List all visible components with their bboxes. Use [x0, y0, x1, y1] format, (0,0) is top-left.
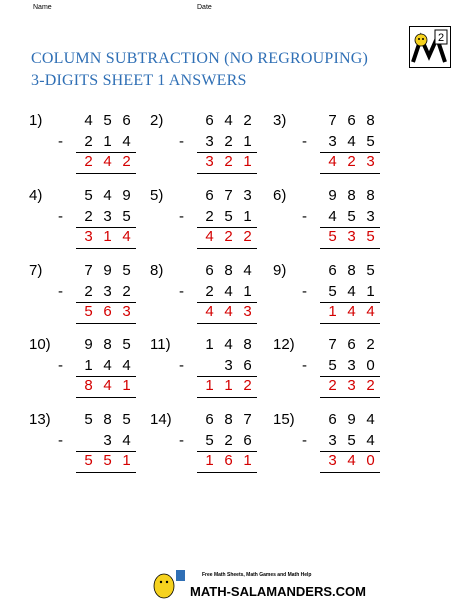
problem-number: 2) [150, 112, 164, 129]
subtrahend-digit: 2 [224, 133, 233, 150]
answer-line-bottom [320, 323, 380, 324]
minuend-digit: 7 [84, 262, 93, 279]
subtrahend-digit: 5 [366, 133, 375, 150]
problem-number: 4) [29, 187, 43, 204]
subtrahend-digits [72, 208, 136, 225]
worksheet-title: COLUMN SUBTRACTION (NO REGROUPING) [31, 50, 369, 67]
subtrahend-digits [72, 133, 136, 150]
answer-digit: 4 [103, 153, 112, 170]
answer-digit: 2 [243, 228, 252, 245]
subtrahend-digit: 3 [366, 208, 375, 225]
minuend-digit: 5 [122, 411, 131, 428]
answer-line-top [320, 302, 380, 303]
subtrahend-digit: 5 [328, 357, 337, 374]
answer-digit: 4 [347, 303, 356, 320]
minus-sign: - [179, 432, 184, 449]
answer-digits [72, 377, 136, 394]
subtrahend-digit: 3 [103, 208, 112, 225]
subtrahend-digit: 2 [224, 432, 233, 449]
minuend-digits [193, 336, 257, 353]
minuend-digits [316, 411, 380, 428]
minuend-digit: 8 [347, 262, 356, 279]
answer-line-bottom [76, 397, 136, 398]
answer-digit: 3 [122, 303, 131, 320]
problem-number: 11) [150, 336, 171, 353]
problem-6 [273, 187, 423, 247]
answer-digit: 1 [224, 377, 233, 394]
answer-digit: 1 [205, 377, 214, 394]
subtrahend-digits [72, 432, 136, 449]
subtrahend-digits [193, 357, 257, 374]
answer-line-top [76, 376, 136, 377]
minuend-digit: 6 [205, 262, 214, 279]
minuend-digit: 5 [84, 187, 93, 204]
minuend-digit: 4 [103, 187, 112, 204]
minuend-digit: 9 [328, 187, 337, 204]
answer-digits [316, 228, 380, 245]
minuend-digit: 6 [205, 112, 214, 129]
answer-digits [193, 452, 257, 469]
answer-digit: 5 [366, 228, 375, 245]
minuend-digit: 6 [328, 411, 337, 428]
subtrahend-digit: 3 [328, 133, 337, 150]
subtrahend-digit: 1 [243, 208, 252, 225]
problem-number: 13) [29, 411, 51, 428]
answer-line-bottom [197, 248, 257, 249]
worksheet-subtitle: 3-DIGITS SHEET 1 ANSWERS [31, 72, 247, 89]
problem-number: 12) [273, 336, 295, 353]
answer-digit: 2 [84, 153, 93, 170]
subtrahend-digit: 1 [366, 283, 375, 300]
minuend-digits [72, 262, 136, 279]
minus-sign: - [302, 208, 307, 225]
minuend-digits [193, 411, 257, 428]
subtrahend-digit: 5 [205, 432, 214, 449]
answer-line-top [320, 376, 380, 377]
problem-number: 10) [29, 336, 51, 353]
subtrahend-digit: 5 [224, 208, 233, 225]
answer-line-top [76, 227, 136, 228]
minuend-digits [193, 112, 257, 129]
minuend-digit: 8 [224, 411, 233, 428]
minus-sign: - [302, 133, 307, 150]
subtrahend-digit: 3 [328, 432, 337, 449]
answer-digits [316, 452, 380, 469]
answer-digit: 3 [366, 153, 375, 170]
minuend-digit: 9 [103, 262, 112, 279]
answer-digit: 2 [347, 153, 356, 170]
answer-line-top [76, 152, 136, 153]
minuend-digits [193, 187, 257, 204]
answer-line-top [197, 302, 257, 303]
subtrahend-digit: 2 [122, 283, 131, 300]
answer-digit: 4 [103, 377, 112, 394]
problem-9 [273, 262, 423, 322]
minuend-digit: 7 [243, 411, 252, 428]
answer-digit: 2 [243, 377, 252, 394]
answer-digit: 4 [366, 303, 375, 320]
minus-sign: - [179, 357, 184, 374]
answer-digit: 3 [84, 228, 93, 245]
answer-digit: 6 [103, 303, 112, 320]
problem-12 [273, 336, 423, 396]
subtrahend-digit: 3 [224, 357, 233, 374]
subtrahend-digit: 5 [122, 208, 131, 225]
minuend-digit: 6 [328, 262, 337, 279]
minuend-digit: 4 [224, 112, 233, 129]
minuend-digit: 1 [205, 336, 214, 353]
problem-number: 5) [150, 187, 164, 204]
answer-digits [193, 303, 257, 320]
answer-digit: 1 [243, 452, 252, 469]
answer-digit: 1 [122, 377, 131, 394]
problem-number: 1) [29, 112, 43, 129]
answer-line-top [320, 152, 380, 153]
answer-digit: 8 [84, 377, 93, 394]
minuend-digits [316, 187, 380, 204]
subtrahend-digit: 4 [122, 432, 131, 449]
answer-digit: 2 [122, 153, 131, 170]
minuend-digits [316, 262, 380, 279]
minus-sign: - [302, 283, 307, 300]
minuend-digit: 9 [84, 336, 93, 353]
answer-digit: 3 [243, 303, 252, 320]
name-label: Name [33, 4, 52, 11]
logo-digit: 2 [437, 32, 445, 44]
minuend-digit: 7 [328, 112, 337, 129]
subtrahend-digit: 4 [224, 283, 233, 300]
answer-digit: 3 [328, 452, 337, 469]
answer-line-top [76, 451, 136, 452]
answer-digit: 5 [328, 228, 337, 245]
subtrahend-digits [193, 133, 257, 150]
subtrahend-digit: 4 [122, 133, 131, 150]
problem-number: 15) [273, 411, 295, 428]
subtrahend-digit: 4 [366, 432, 375, 449]
subtrahend-digit: 3 [103, 432, 112, 449]
minuend-digit: 8 [366, 112, 375, 129]
answer-line-bottom [320, 248, 380, 249]
answer-digits [316, 303, 380, 320]
answer-digit: 4 [224, 303, 233, 320]
answer-line-bottom [76, 248, 136, 249]
answer-digits [72, 228, 136, 245]
subtrahend-digit: 0 [366, 357, 375, 374]
minus-sign: - [179, 133, 184, 150]
subtrahend-digit: 5 [328, 283, 337, 300]
minuend-digit: 7 [328, 336, 337, 353]
answer-line-top [320, 451, 380, 452]
minuend-digit: 8 [366, 187, 375, 204]
minuend-digit: 4 [243, 262, 252, 279]
answer-digits [72, 153, 136, 170]
math-salamanders-logo-icon [409, 26, 451, 68]
answer-line-bottom [197, 397, 257, 398]
minuend-digit: 8 [103, 336, 112, 353]
answer-digit: 2 [366, 377, 375, 394]
answer-digits [72, 303, 136, 320]
subtrahend-digit: 4 [328, 208, 337, 225]
answer-digit: 2 [224, 153, 233, 170]
answer-digit: 4 [328, 153, 337, 170]
subtrahend-digit: 4 [347, 133, 356, 150]
subtrahend-digit: 1 [243, 283, 252, 300]
minuend-digit: 5 [366, 262, 375, 279]
minuend-digit: 4 [366, 411, 375, 428]
answer-line-top [197, 376, 257, 377]
minuend-digit: 9 [122, 187, 131, 204]
answer-digit: 2 [224, 228, 233, 245]
subtrahend-digit: 2 [205, 208, 214, 225]
answer-digit: 1 [243, 153, 252, 170]
minuend-digit: 5 [122, 262, 131, 279]
answer-digit: 3 [347, 228, 356, 245]
minuend-digit: 5 [122, 336, 131, 353]
minus-sign: - [58, 283, 63, 300]
problem-number: 6) [273, 187, 287, 204]
answer-line-bottom [197, 323, 257, 324]
footer-tagline: Free Math Sheets, Math Games and Math Help [202, 572, 312, 578]
answer-digit: 5 [103, 452, 112, 469]
answer-line-bottom [320, 173, 380, 174]
minuend-digit: 2 [366, 336, 375, 353]
answer-digit: 0 [366, 452, 375, 469]
answer-line-top [76, 302, 136, 303]
minuend-digits [316, 112, 380, 129]
minuend-digit: 2 [243, 112, 252, 129]
minus-sign: - [58, 357, 63, 374]
answer-line-top [197, 152, 257, 153]
answer-digits [193, 228, 257, 245]
subtrahend-digits [193, 283, 257, 300]
answer-digit: 1 [205, 452, 214, 469]
minus-sign: - [179, 208, 184, 225]
subtrahend-digits [316, 357, 380, 374]
subtrahend-digits [316, 283, 380, 300]
minuend-digits [72, 112, 136, 129]
minuend-digit: 6 [122, 112, 131, 129]
minuend-digit: 6 [205, 187, 214, 204]
minuend-digit: 4 [84, 112, 93, 129]
subtrahend-digit: 2 [84, 208, 93, 225]
subtrahend-digit [79, 432, 98, 449]
minuend-digit: 4 [224, 336, 233, 353]
answer-line-bottom [320, 472, 380, 473]
subtrahend-digit: 4 [347, 283, 356, 300]
answer-digits [316, 153, 380, 170]
minus-sign: - [58, 133, 63, 150]
subtrahend-digit: 3 [205, 133, 214, 150]
subtrahend-digit: 5 [347, 208, 356, 225]
answer-digit: 4 [347, 452, 356, 469]
problem-number: 7) [29, 262, 43, 279]
problem-number: 14) [150, 411, 172, 428]
answer-line-bottom [76, 173, 136, 174]
minuend-digit: 8 [243, 336, 252, 353]
minus-sign: - [58, 208, 63, 225]
problem-3 [273, 112, 423, 172]
footer-brand: MATH-SALAMANDERS.COM [190, 584, 366, 599]
subtrahend-digit: 4 [103, 357, 112, 374]
answer-line-bottom [197, 173, 257, 174]
subtrahend-digit [200, 357, 219, 374]
subtrahend-digits [72, 357, 136, 374]
minuend-digit: 6 [347, 112, 356, 129]
answer-line-bottom [320, 397, 380, 398]
answer-digits [72, 452, 136, 469]
answer-line-bottom [197, 472, 257, 473]
answer-digit: 2 [328, 377, 337, 394]
subtrahend-digit: 3 [103, 283, 112, 300]
minuend-digit: 6 [347, 336, 356, 353]
answer-digit: 5 [84, 452, 93, 469]
minuend-digit: 9 [347, 411, 356, 428]
problem-number: 8) [150, 262, 164, 279]
answer-line-bottom [76, 472, 136, 473]
answer-digit: 3 [205, 153, 214, 170]
subtrahend-digits [193, 208, 257, 225]
minus-sign: - [179, 283, 184, 300]
minuend-digits [316, 336, 380, 353]
minuend-digits [193, 262, 257, 279]
minuend-digit: 8 [347, 187, 356, 204]
answer-digit: 4 [205, 228, 214, 245]
problem-number: 9) [273, 262, 287, 279]
minuend-digit: 8 [224, 262, 233, 279]
subtrahend-digit: 2 [205, 283, 214, 300]
subtrahend-digits [72, 283, 136, 300]
subtrahend-digit: 6 [243, 357, 252, 374]
answer-line-top [320, 227, 380, 228]
subtrahend-digit: 1 [243, 133, 252, 150]
subtrahend-digit: 3 [347, 357, 356, 374]
answer-digits [316, 377, 380, 394]
minuend-digit: 5 [103, 112, 112, 129]
minus-sign: - [302, 357, 307, 374]
minuend-digit: 3 [243, 187, 252, 204]
answer-digits [193, 377, 257, 394]
problem-15 [273, 411, 423, 471]
minus-sign: - [302, 432, 307, 449]
subtrahend-digits [316, 432, 380, 449]
subtrahend-digit: 4 [122, 357, 131, 374]
minuend-digit: 8 [103, 411, 112, 428]
answer-digit: 1 [103, 228, 112, 245]
minuend-digits [72, 336, 136, 353]
answer-line-top [197, 227, 257, 228]
minuend-digit: 5 [84, 411, 93, 428]
minuend-digits [72, 411, 136, 428]
answer-line-bottom [76, 323, 136, 324]
minuend-digits [72, 187, 136, 204]
subtrahend-digits [193, 432, 257, 449]
answer-digit: 1 [122, 452, 131, 469]
subtrahend-digit: 1 [103, 133, 112, 150]
subtrahend-digit: 6 [243, 432, 252, 449]
answer-line-top [197, 451, 257, 452]
answer-digit: 1 [328, 303, 337, 320]
subtrahend-digit: 2 [84, 283, 93, 300]
answer-digit: 3 [347, 377, 356, 394]
minus-sign: - [58, 432, 63, 449]
subtrahend-digit: 2 [84, 133, 93, 150]
answer-digits [193, 153, 257, 170]
subtrahend-digit: 5 [347, 432, 356, 449]
answer-digit: 6 [224, 452, 233, 469]
problem-number: 3) [273, 112, 287, 129]
minuend-digit: 6 [205, 411, 214, 428]
subtrahend-digit: 1 [84, 357, 93, 374]
answer-digit: 4 [122, 228, 131, 245]
answer-digit: 5 [84, 303, 93, 320]
date-label: Date [197, 4, 212, 11]
subtrahend-digits [316, 133, 380, 150]
answer-digit: 4 [205, 303, 214, 320]
minuend-digit: 7 [224, 187, 233, 204]
subtrahend-digits [316, 208, 380, 225]
